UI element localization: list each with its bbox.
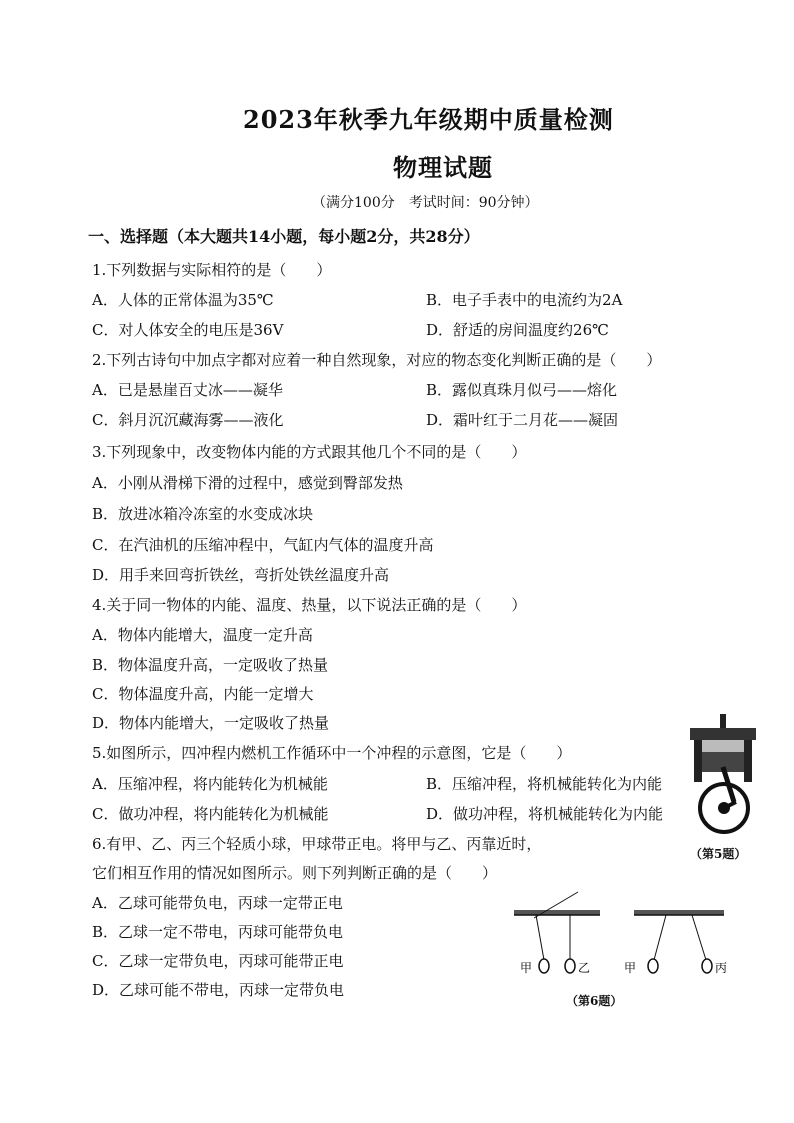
question-3-option-c: C．在汽油机的压缩冲程中，气缸内气体的温度升高 xyxy=(92,536,434,554)
question-5-option-c: C．做功冲程，将内能转化为机械能 xyxy=(92,805,329,823)
exam-info: （满分100分 考试时间：90分钟） xyxy=(312,195,539,211)
question-1-stem: 1.下列数据与实际相符的是（ ） xyxy=(92,261,332,279)
question-6-option-a: A．乙球可能带负电，丙球一定带正电 xyxy=(92,894,343,912)
question-5-option-d: D．做功冲程，将机械能转化为内能 xyxy=(426,805,664,823)
question-5-stem: 5.如图所示，四冲程内燃机工作循环中一个冲程的示意图，它是（ ） xyxy=(92,744,572,762)
question-4-option-b: B．物体温度升高，一定吸收了热量 xyxy=(92,656,329,674)
question-2-stem: 2.下列古诗句中加点字都对应着一种自然现象，对应的物态变化判断正确的是（ ） xyxy=(92,351,662,369)
question-3-option-a: A．小刚从滑梯下滑的过程中，感觉到臀部发热 xyxy=(92,474,403,492)
figure-5-caption: （第5题） xyxy=(690,847,747,861)
question-1-option-d: D．舒适的房间温度约26℃ xyxy=(426,321,609,339)
question-6-stem: 6.有甲、乙、丙三个轻质小球，甲球带正电。将甲与乙、丙靠近时， xyxy=(92,835,542,853)
question-1-option-a: A．人体的正常体温为35℃ xyxy=(92,291,274,309)
question-5-option-a: A．压缩冲程，将内能转化为机械能 xyxy=(92,775,328,793)
question-1-option-b: B．电子手表中的电流约为2A xyxy=(426,291,623,309)
ball-label-jia-1: 甲 xyxy=(520,961,533,975)
question-4-stem: 4.关于同一物体的内能、温度、热量，以下说法正确的是（ ） xyxy=(92,596,527,614)
question-5-option-b: B．压缩冲程，将机械能转化为内能 xyxy=(426,775,663,793)
question-4-option-c: C．物体温度升高，内能一定增大 xyxy=(92,685,314,703)
question-2-option-b: B．露似真珠月似弓——熔化 xyxy=(426,381,618,399)
figure-6-caption: （第6题） xyxy=(566,994,623,1008)
question-1-option-c: C．对人体安全的电压是36V xyxy=(92,321,284,339)
ball-label-jia-2: 甲 xyxy=(624,961,637,975)
question-6-option-c: C．乙球一定带负电，丙球可能带正电 xyxy=(92,952,344,970)
question-2-option-d: D．霜叶红于二月花——凝固 xyxy=(426,411,619,429)
question-2-option-c: C．斜月沉沉藏海雾——液化 xyxy=(92,411,284,429)
exam-title: 2023年秋季九年级期中质量检测 xyxy=(243,105,614,134)
section-heading: 一、选择题（本大题共14小题，每小题2分，共28分） xyxy=(88,227,480,246)
question-6-option-b: B．乙球一定不带电，丙球可能带负电 xyxy=(92,923,344,941)
question-6-option-d: D．乙球可能不带电，丙球一定带负电 xyxy=(92,981,345,999)
question-3-stem: 3.下列现象中，改变物体内能的方式跟其他几个不同的是（ ） xyxy=(92,443,527,461)
question-3-option-d: D．用手来回弯折铁丝，弯折处铁丝温度升高 xyxy=(92,566,390,584)
question-4-option-a: A．物体内能增大，温度一定升高 xyxy=(92,626,313,644)
question-6-stem-cont: 它们相互作用的情况如图所示。则下列判断正确的是（ ） xyxy=(92,864,498,882)
ball-label-bing: 丙 xyxy=(715,961,728,975)
subject-title: 物理试题 xyxy=(393,153,493,182)
question-3-option-b: B．放进冰箱冷冻室的水变成冰块 xyxy=(92,505,314,523)
charged-balls-figure xyxy=(506,880,732,980)
question-4-option-d: D．物体内能增大，一定吸收了热量 xyxy=(92,714,330,732)
engine-stroke-figure xyxy=(684,712,764,837)
ball-label-yi: 乙 xyxy=(578,961,591,975)
question-2-option-a: A．已是悬崖百丈冰——凝华 xyxy=(92,381,283,399)
